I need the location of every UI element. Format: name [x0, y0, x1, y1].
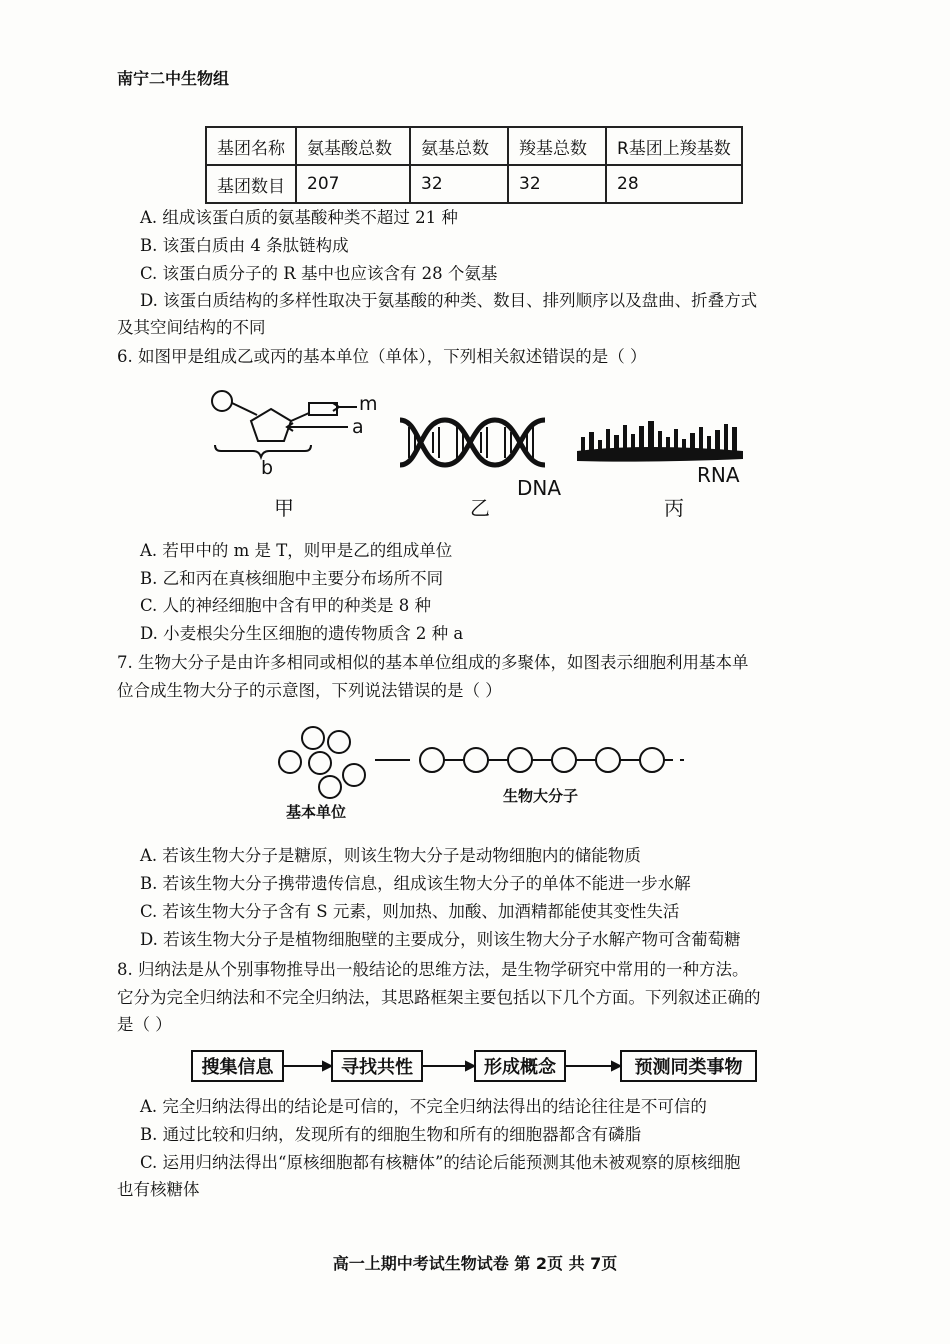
label-b: b	[261, 457, 274, 479]
q5-option-c: C. 该蛋白质分子的 R 基中也应该含有 28 个氨基	[140, 264, 498, 283]
flow-step-common: 寻找共性	[331, 1050, 423, 1082]
flow-step-predict: 预测同类事物	[620, 1050, 757, 1082]
table-row	[206, 165, 742, 203]
page-footer: 高一上期中考试生物试卷 第 2页 共 7页	[332, 1254, 618, 1273]
polymer-chain	[420, 748, 684, 772]
q6-option-d: D. 小麦根尖分生区细胞的遗传物质含 2 种 a	[140, 624, 464, 643]
q8-stem-1: 8. 归纳法是从个别事物推导出一般结论的思维方法，是生物学研究中常用的一种方法。	[117, 960, 749, 979]
label-monomer: 基本单位	[286, 803, 347, 821]
rna-strand	[577, 421, 743, 462]
flow-arrows	[284, 1056, 624, 1076]
table-cell: 基团数目	[206, 165, 296, 203]
dna-helix	[400, 420, 545, 465]
q8-option-c-cont: 也有核糖体	[117, 1180, 200, 1199]
q8-stem-2: 它分为完全归纳法和不完全归纳法，其思路框架主要包括以下几个方面。下列叙述正确的	[117, 988, 761, 1007]
q5-option-d-cont: 及其空间结构的不同	[117, 318, 266, 337]
label-m: m	[359, 393, 378, 415]
table-header-cell: 羧基总数	[508, 127, 606, 165]
page-header: 南宁二中生物组	[117, 69, 230, 88]
table-cell: 32	[508, 165, 606, 203]
label-macromolecule: 生物大分子	[503, 787, 579, 805]
q6-stem: 6. 如图甲是组成乙或丙的基本单位（单体），下列相关叙述错误的是（ ）	[117, 347, 647, 366]
flow-step-concept: 形成概念	[474, 1050, 566, 1082]
table-cell: 32	[410, 165, 508, 203]
monomer-cluster	[279, 727, 365, 798]
group-table	[205, 126, 743, 204]
table-header-cell: 基团名称	[206, 127, 296, 165]
q8-stem-3: 是（ ）	[117, 1015, 172, 1034]
q7-option-d: D. 若该生物大分子是植物细胞壁的主要成分，则该生物大分子水解产物可含葡萄糖	[140, 930, 741, 949]
table-header-cell: 氨基总数	[410, 127, 508, 165]
label-a: a	[352, 416, 364, 438]
q6-option-b: B. 乙和丙在真核细胞中主要分布场所不同	[140, 569, 444, 588]
polymer-figure	[270, 720, 710, 810]
label-yi: 乙	[470, 496, 490, 520]
q5-option-d: D. 该蛋白质结构的多样性取决于氨基酸的种类、数目、排列顺序以及盘曲、折叠方式	[140, 291, 758, 310]
flow-step-collect: 搜集信息	[191, 1050, 284, 1082]
q8-option-c: C. 运用归纳法得出“原核细胞都有核糖体”的结论后能预测其他未被观察的原核细胞	[140, 1153, 741, 1172]
q5-option-a: A. 组成该蛋白质的氨基酸种类不超过 21 种	[140, 208, 458, 227]
q7-stem-2: 位合成生物大分子的示意图，下列说法错误的是（ ）	[117, 681, 502, 700]
table-cell: 28	[606, 165, 742, 203]
table-header-row	[206, 127, 742, 165]
q6-option-a: A. 若甲中的 m 是 T，则甲是乙的组成单位	[140, 541, 453, 560]
q8-option-a: A. 完全归纳法得出的结论是可信的，不完全归纳法得出的结论往往是不可信的	[140, 1097, 707, 1116]
q7-option-b: B. 若该生物大分子携带遗传信息，组成该生物大分子的单体不能进一步水解	[140, 874, 691, 893]
label-jia: 甲	[274, 496, 294, 520]
q6-option-c: C. 人的神经细胞中含有甲的种类是 8 种	[140, 596, 432, 615]
label-rna: RNA	[697, 463, 740, 487]
table-header-cell: R基团上羧基数	[606, 127, 742, 165]
q7-option-c: C. 若该生物大分子含有 S 元素，则加热、加酸、加酒精都能使其变性失活	[140, 902, 680, 921]
q7-option-a: A. 若该生物大分子是糖原，则该生物大分子是动物细胞内的储能物质	[140, 846, 641, 865]
q5-option-b: B. 该蛋白质由 4 条肽链构成	[140, 236, 349, 255]
table-header-cell: 氨基酸总数	[296, 127, 410, 165]
nucleotide-diagram	[212, 391, 357, 457]
table-cell: 207	[296, 165, 410, 203]
label-dna: DNA	[517, 476, 562, 500]
q8-option-b: B. 通过比较和归纳，发现所有的细胞生物和所有的细胞器都含有磷脂	[140, 1125, 642, 1144]
label-bing: 丙	[664, 496, 684, 520]
q7-stem-1: 7. 生物大分子是由许多相同或相似的基本单位组成的多聚体，如图表示细胞利用基本单	[117, 653, 749, 672]
